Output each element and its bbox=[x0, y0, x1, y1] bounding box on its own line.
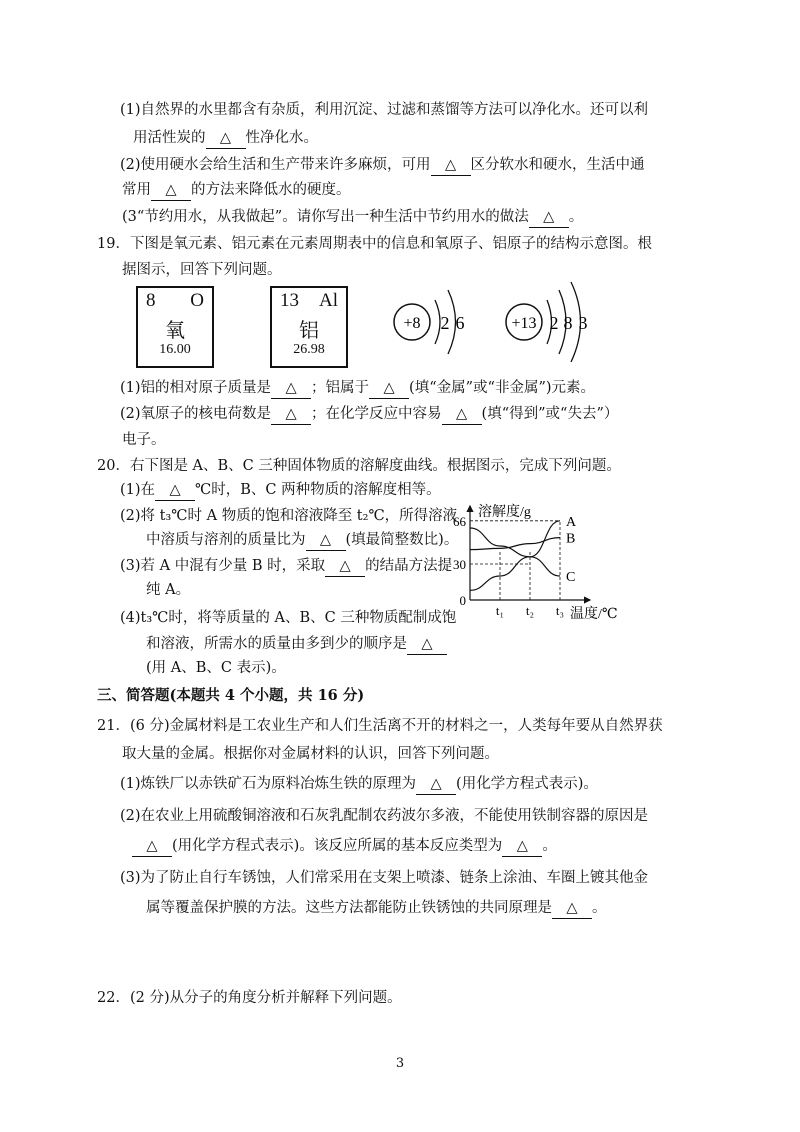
q18-part1-line1: (1)自然界的水里都含有杂质，利用沉淀、过滤和蒸馏等方法可以净化水。还可以利 bbox=[120, 102, 649, 118]
y-tick-label: 0 bbox=[459, 593, 466, 608]
answer-blank[interactable]: △ bbox=[325, 556, 365, 577]
atomic-mass: 16.00 bbox=[159, 342, 191, 357]
q21-part2-line1: (2)在农业上用硫酸铜溶液和石灰乳配制农药波尔多液，不能使用铁制容器的原因是 bbox=[120, 808, 649, 824]
q18-part3-line1: (3“节约用水，从我做起”。请你写出一种生活中节约用水的做法 △ 。 bbox=[122, 207, 583, 228]
q20-part1: (1)在 △ ℃时，B、C 两种物质的溶解度相等。 bbox=[120, 480, 441, 501]
q20-part3-line2: 纯 A。 bbox=[146, 582, 191, 598]
series-curve-B bbox=[470, 538, 560, 550]
element-card-aluminum bbox=[270, 286, 348, 368]
answer-blank[interactable]: △ bbox=[271, 378, 311, 399]
electron-shell-arc bbox=[435, 300, 440, 344]
shell-electron-count: 2 bbox=[549, 313, 559, 333]
page-number: 3 bbox=[395, 1056, 405, 1071]
q18-part2-line2: 常用 △ 的方法来降低水的硬度。 bbox=[122, 180, 351, 201]
answer-blank[interactable]: △ bbox=[132, 836, 172, 857]
series-label-B: B bbox=[566, 531, 576, 547]
y-tick-label: 66 bbox=[453, 513, 466, 529]
q20-part3-line1: (3)若 A 中混有少量 B 时，采取 △ 的结晶方法提 bbox=[120, 556, 452, 577]
answer-blank[interactable]: △ bbox=[502, 836, 542, 857]
q19-part2-line2: 电子。 bbox=[122, 432, 166, 448]
atomic-number: 13 bbox=[280, 290, 299, 311]
q20-part2-line2: 中溶质与溶剂的质量比为 △ (填最简整数比)。 bbox=[146, 530, 458, 551]
series-curve-A bbox=[470, 521, 560, 591]
element-name: 氧 bbox=[165, 318, 185, 342]
answer-blank[interactable]: △ bbox=[155, 480, 195, 501]
x-tick-label: t₁ bbox=[495, 603, 505, 618]
series-label-C: C bbox=[566, 570, 576, 585]
q22-stem: 22．(2 分)从分子的角度分析并解释下列问题。 bbox=[97, 990, 402, 1006]
answer-blank[interactable]: △ bbox=[407, 634, 447, 655]
atomic-mass: 26.98 bbox=[293, 342, 325, 357]
q20-part2-line1: (2)将 t₃℃时 A 物质的饱和溶液降至 t₂℃，所得溶液 bbox=[120, 508, 458, 524]
oxygen-atom-diagram bbox=[385, 282, 475, 362]
answer-blank[interactable]: △ bbox=[306, 530, 346, 551]
element-card-oxygen bbox=[136, 286, 214, 368]
q20-part4-line2: 和溶液，所需水的质量由多到少的顺序是 △ bbox=[146, 634, 447, 655]
solubility-chart bbox=[440, 498, 625, 623]
q20-part4-line1: (4)t₃℃时，将等质量的 A、B、C 三种物质配制成饱 bbox=[120, 610, 457, 626]
series-label-A: A bbox=[566, 514, 577, 530]
answer-blank[interactable]: △ bbox=[151, 180, 191, 201]
answer-blank[interactable]: △ bbox=[431, 155, 471, 176]
shell-electron-count: 6 bbox=[455, 313, 465, 333]
atomic-number: 8 bbox=[146, 290, 156, 311]
y-tick-label: 30 bbox=[453, 557, 466, 572]
element-symbol: Al bbox=[319, 290, 338, 311]
aluminum-atom-diagram bbox=[500, 280, 600, 364]
x-tick-label: t₃ bbox=[555, 603, 565, 618]
q19-stem-line1: 19．下图是氧元素、铝元素在元素周期表中的信息和氧原子、铝原子的结构示意图。根 bbox=[97, 236, 652, 252]
y-axis-label: 溶解度/g bbox=[478, 505, 531, 520]
x-axis-label: 温度/℃ bbox=[570, 607, 618, 622]
answer-blank[interactable]: △ bbox=[271, 404, 311, 425]
q19-part2-line1: (2)氧原子的核电荷数是 △ ；在化学反应中容易 △ (填“得到”或“失去”） bbox=[120, 404, 618, 425]
q18-part1-line2: 用活性炭的 △ 性净化水。 bbox=[133, 128, 318, 149]
element-symbol: O bbox=[190, 290, 204, 311]
section-title: 三、简答题(本题共 4 个小题，共 16 分) bbox=[97, 687, 365, 704]
answer-blank[interactable]: △ bbox=[416, 774, 456, 795]
q20-part4-line3: (用 A、B、C 表示)。 bbox=[146, 660, 286, 676]
nucleus-charge: +13 bbox=[511, 315, 537, 332]
answer-blank[interactable]: △ bbox=[442, 404, 482, 425]
answer-blank[interactable]: △ bbox=[552, 898, 592, 919]
answer-blank[interactable]: △ bbox=[369, 378, 409, 399]
element-name: 铝 bbox=[299, 318, 319, 342]
answer-blank[interactable]: △ bbox=[529, 207, 569, 228]
q19-stem-line2: 据图示，回答下列问题。 bbox=[122, 262, 282, 278]
q21-stem-line1: 21．(6 分)金属材料是工农业生产和人们生活离不开的材料之一，人类每年要从自然界获 bbox=[97, 718, 663, 734]
q21-stem-line2: 取大量的金属。根据你对金属材料的认识，回答下列问题。 bbox=[122, 746, 499, 762]
q21-part3-line2: 属等覆盖保护膜的方法。这些方法都能防止铁锈蚀的共同原理是 △ 。 bbox=[146, 898, 607, 919]
q20-stem: 20．右下图是 A、B、C 三种固体物质的溶解度曲线。根据图示，完成下列问题。 bbox=[97, 458, 621, 474]
shell-electron-count: 3 bbox=[578, 313, 588, 333]
x-tick-label: t₂ bbox=[525, 603, 535, 618]
q19-part1: (1)铝的相对原子质量是 △ ；铝属于 △ (填“金属”或“非金属”)元素。 bbox=[120, 378, 595, 399]
q21-part3-line1: (3)为了防止自行车锈蚀，人们常采用在支架上喷漆、链条上涂油、车圈上镀其他金 bbox=[120, 870, 649, 886]
q21-part2-line2: △ (用化学方程式表示)。该反应所属的基本反应类型为 △ 。 bbox=[132, 836, 557, 857]
q21-part1: (1)炼铁厂以赤铁矿石为原料冶炼生铁的原理为 △ (用化学方程式表示)。 bbox=[120, 774, 598, 795]
q18-part2-line1: (2)使用硬水会给生活和生产带来许多麻烦，可用 △ 区分软水和硬水，生活中通 bbox=[120, 155, 645, 176]
nucleus-charge: +8 bbox=[403, 315, 421, 332]
shell-electron-count: 2 bbox=[440, 313, 450, 333]
shell-electron-count: 8 bbox=[563, 313, 573, 333]
answer-blank[interactable]: △ bbox=[206, 128, 246, 149]
